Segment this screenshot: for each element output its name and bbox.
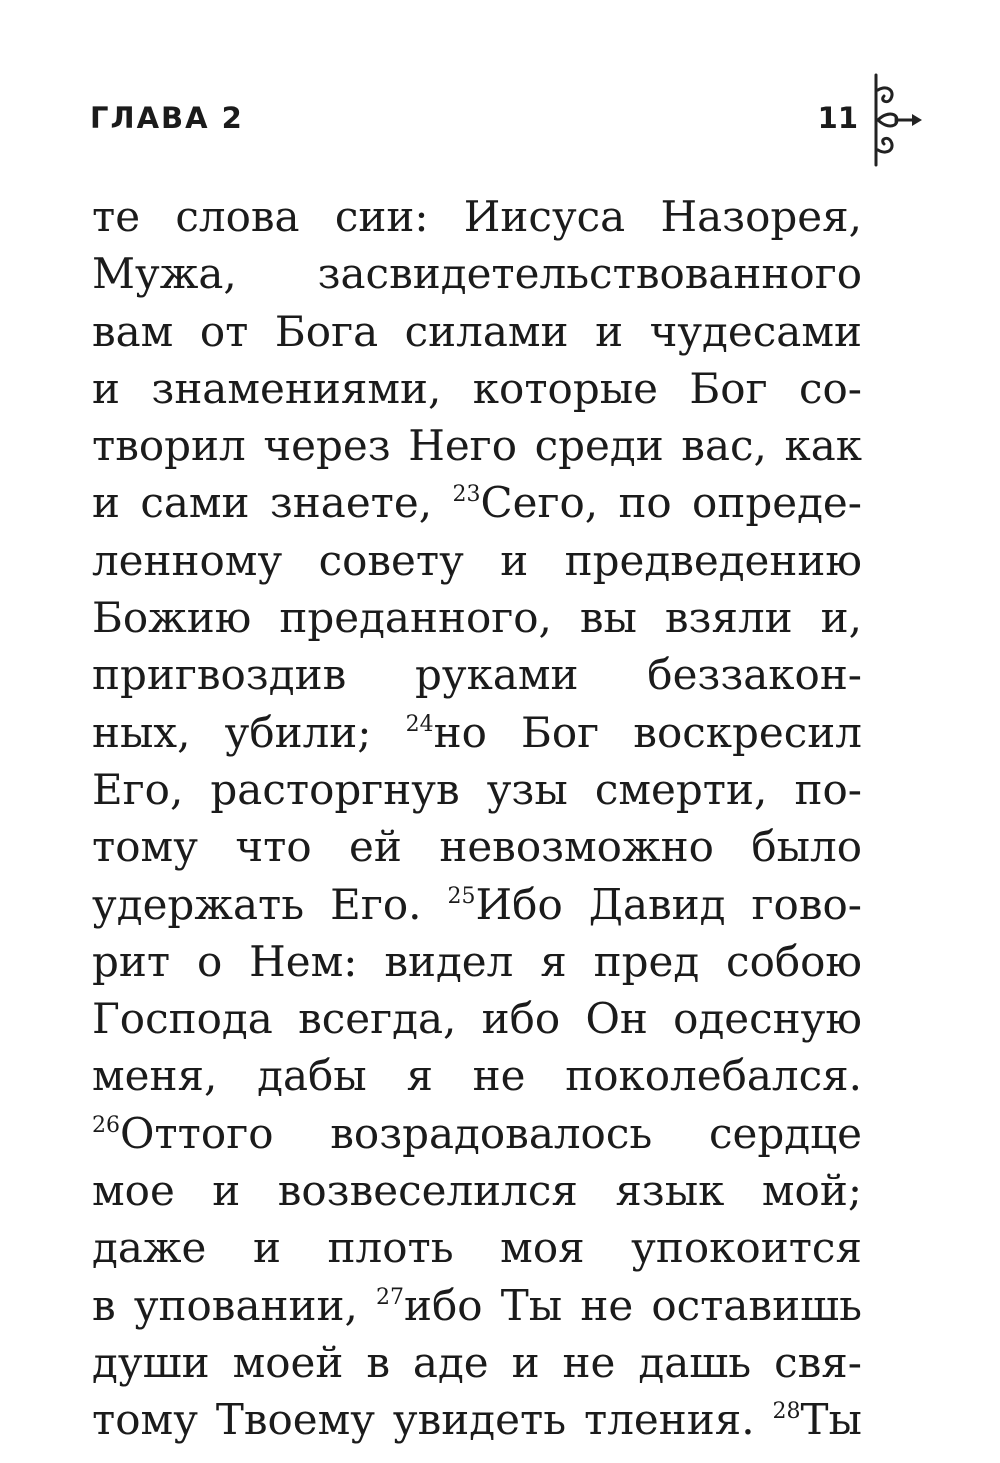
word-text: тому bbox=[92, 822, 198, 872]
word bbox=[673, 990, 862, 1047]
word bbox=[661, 188, 862, 245]
word-text: Господа bbox=[92, 994, 273, 1044]
word bbox=[651, 1277, 862, 1334]
word bbox=[366, 1334, 390, 1391]
word-text: засвидетельствованного bbox=[317, 249, 862, 299]
word-text: убили; bbox=[224, 707, 372, 757]
word-text: даже bbox=[92, 1223, 207, 1273]
text-line bbox=[92, 474, 862, 531]
word bbox=[751, 818, 862, 875]
word bbox=[563, 1334, 616, 1391]
text-line bbox=[92, 704, 862, 761]
word bbox=[535, 417, 664, 474]
word bbox=[92, 245, 237, 302]
text-line bbox=[92, 933, 862, 990]
word bbox=[263, 417, 390, 474]
word-text: Ты bbox=[500, 1280, 563, 1330]
word-text: те bbox=[92, 192, 141, 241]
word-text: руками bbox=[414, 650, 579, 700]
text-line bbox=[92, 1219, 862, 1276]
word bbox=[521, 704, 599, 761]
word-text: Он bbox=[585, 994, 648, 1044]
word bbox=[233, 1334, 344, 1391]
word bbox=[92, 876, 304, 933]
word bbox=[92, 933, 170, 990]
text-line bbox=[92, 1277, 862, 1334]
word bbox=[92, 818, 198, 875]
word-text: увидеть bbox=[392, 1395, 567, 1445]
text-line bbox=[92, 188, 862, 245]
word bbox=[92, 188, 140, 245]
word bbox=[692, 474, 862, 531]
word bbox=[319, 532, 464, 589]
word-text: пригвоздив bbox=[92, 650, 347, 700]
word bbox=[665, 589, 793, 646]
word-text: вас, bbox=[681, 421, 767, 471]
word bbox=[500, 1219, 584, 1276]
word bbox=[689, 360, 767, 417]
word-text: тления. bbox=[583, 1395, 755, 1445]
word bbox=[92, 303, 173, 360]
word-text: ибо bbox=[403, 1280, 483, 1330]
word bbox=[92, 1277, 116, 1334]
word-text: уповании, bbox=[133, 1280, 358, 1330]
word bbox=[92, 1391, 198, 1448]
word bbox=[175, 188, 299, 245]
word-text: опреде- bbox=[692, 478, 862, 528]
word-text: сами bbox=[140, 478, 250, 528]
word-text: со- bbox=[798, 363, 862, 413]
word-text: возвеселился bbox=[277, 1166, 578, 1216]
word bbox=[580, 589, 637, 646]
word bbox=[298, 990, 456, 1047]
word-text: силами bbox=[404, 306, 569, 356]
floral-ornament-icon bbox=[866, 70, 926, 170]
word-text: преданного, bbox=[279, 593, 552, 643]
word-text: невозможно bbox=[439, 822, 714, 872]
word-text: о bbox=[196, 936, 223, 986]
word-text: одесную bbox=[673, 994, 862, 1044]
word-text: было bbox=[751, 822, 862, 872]
word-text: узы bbox=[486, 764, 568, 814]
word bbox=[92, 1105, 273, 1162]
text-line bbox=[92, 589, 862, 646]
word bbox=[584, 1391, 755, 1448]
word-text: я bbox=[540, 936, 567, 986]
word bbox=[278, 1162, 578, 1219]
word-text: Него bbox=[408, 421, 517, 471]
word bbox=[638, 1334, 751, 1391]
word-text: слова bbox=[175, 192, 300, 241]
word-text: меня, bbox=[92, 1051, 218, 1101]
word bbox=[92, 589, 251, 646]
word-text: расторгнув bbox=[210, 764, 460, 814]
word bbox=[448, 876, 563, 933]
chapter-heading: ГЛАВА 2 bbox=[90, 101, 244, 135]
word-text: Твоему bbox=[215, 1395, 375, 1445]
word-text: не bbox=[580, 1280, 634, 1330]
word bbox=[210, 761, 459, 818]
word bbox=[349, 818, 402, 875]
word bbox=[92, 761, 183, 818]
word-text: Мужа, bbox=[92, 249, 237, 299]
word bbox=[681, 417, 767, 474]
word-text: Ты bbox=[800, 1395, 862, 1445]
word-text: упокоится bbox=[631, 1223, 862, 1273]
text-line bbox=[92, 1047, 862, 1104]
word-text: я bbox=[406, 1051, 433, 1101]
verse-number: 28 bbox=[772, 1399, 801, 1425]
word-text: беззакон- bbox=[647, 650, 862, 700]
word-text: по- bbox=[794, 764, 862, 814]
word-text: творил bbox=[92, 421, 246, 471]
word-text: и bbox=[212, 1166, 241, 1216]
word bbox=[134, 1277, 358, 1334]
word bbox=[709, 1105, 862, 1162]
word-text: ленному bbox=[92, 535, 283, 585]
word-text: мое bbox=[92, 1166, 175, 1216]
word bbox=[501, 1277, 562, 1334]
word-text: взяли bbox=[664, 593, 793, 643]
word-text: ибо bbox=[481, 994, 561, 1044]
word-text: гово- bbox=[751, 879, 862, 929]
word bbox=[384, 933, 513, 990]
word bbox=[452, 474, 598, 531]
word-text: что bbox=[235, 822, 312, 872]
word bbox=[151, 360, 441, 417]
word-text: Его, bbox=[92, 764, 184, 814]
word bbox=[595, 761, 768, 818]
word-text: по bbox=[618, 478, 672, 528]
page-number: 11 bbox=[817, 101, 858, 135]
word bbox=[773, 1391, 862, 1448]
word bbox=[580, 1277, 633, 1334]
word-text: и bbox=[92, 363, 120, 413]
word-text: моя bbox=[500, 1223, 585, 1273]
word-text: плоть bbox=[327, 1223, 454, 1273]
word-text: видел bbox=[384, 936, 514, 986]
word bbox=[330, 1105, 652, 1162]
word-text: сии: bbox=[334, 192, 429, 241]
word-text: Иисуса bbox=[463, 192, 626, 241]
word-text: пред bbox=[593, 936, 700, 986]
text-line bbox=[92, 1105, 862, 1162]
word bbox=[140, 474, 249, 531]
word bbox=[212, 1162, 240, 1219]
word-text: Бог bbox=[521, 707, 600, 757]
word bbox=[799, 360, 862, 417]
word bbox=[647, 646, 862, 703]
text-line bbox=[92, 532, 862, 589]
word bbox=[92, 990, 273, 1047]
word bbox=[92, 1162, 175, 1219]
word bbox=[330, 876, 421, 933]
word-text: как bbox=[784, 421, 862, 471]
word bbox=[650, 303, 862, 360]
word bbox=[253, 1219, 281, 1276]
word bbox=[197, 933, 222, 990]
word-text: воскресил bbox=[633, 707, 862, 757]
word bbox=[633, 704, 862, 761]
word-text: не bbox=[472, 1051, 526, 1101]
word-text: вам bbox=[92, 306, 174, 356]
text-line bbox=[92, 876, 862, 933]
word-text: свя- bbox=[774, 1337, 862, 1387]
text-line bbox=[92, 646, 862, 703]
word-text: в bbox=[92, 1280, 116, 1330]
word bbox=[540, 933, 567, 990]
word-text: и bbox=[595, 306, 624, 356]
word bbox=[794, 761, 861, 818]
word bbox=[565, 532, 862, 589]
text-line bbox=[92, 761, 862, 818]
word-text: в bbox=[366, 1337, 390, 1387]
word bbox=[235, 818, 311, 875]
scripture-text bbox=[92, 188, 862, 1449]
word-text: Назорея, bbox=[660, 192, 862, 241]
word-text: вы bbox=[579, 593, 637, 643]
word-text: не bbox=[562, 1337, 616, 1387]
word-text: ей bbox=[349, 822, 402, 872]
word bbox=[406, 1047, 433, 1104]
word bbox=[92, 704, 190, 761]
word bbox=[500, 532, 528, 589]
word bbox=[473, 1047, 526, 1104]
word bbox=[615, 1162, 724, 1219]
text-line bbox=[92, 1391, 862, 1448]
word bbox=[275, 303, 378, 360]
word bbox=[200, 303, 249, 360]
word bbox=[585, 990, 647, 1047]
word bbox=[92, 1219, 206, 1276]
word-text: и bbox=[252, 1223, 281, 1273]
word-text: дабы bbox=[257, 1051, 367, 1101]
text-line bbox=[92, 245, 862, 302]
word bbox=[439, 818, 714, 875]
word bbox=[279, 589, 552, 646]
word-text: возрадовалось bbox=[330, 1108, 653, 1158]
word bbox=[631, 1219, 862, 1276]
word-text: Ибо bbox=[475, 879, 563, 929]
text-line bbox=[92, 1162, 862, 1219]
word-text: и bbox=[500, 535, 529, 585]
word-text: среди bbox=[534, 421, 664, 471]
word-text: Божию bbox=[92, 593, 252, 643]
verse-number: 24 bbox=[405, 711, 434, 737]
word bbox=[406, 704, 487, 761]
word bbox=[92, 474, 120, 531]
word-text: Давид bbox=[588, 879, 726, 929]
word bbox=[413, 1334, 489, 1391]
word bbox=[92, 417, 246, 474]
word bbox=[225, 704, 372, 761]
word-text: которые bbox=[472, 363, 659, 413]
word-text: Сего, bbox=[480, 478, 599, 528]
word-text: знаете, bbox=[269, 478, 433, 528]
word bbox=[335, 188, 429, 245]
verse-number: 23 bbox=[452, 482, 481, 508]
word bbox=[482, 990, 561, 1047]
word bbox=[92, 646, 346, 703]
word bbox=[594, 933, 700, 990]
word-text: язык bbox=[615, 1166, 725, 1216]
word-text: Его. bbox=[330, 879, 422, 929]
word-text: тому bbox=[92, 1395, 198, 1445]
word-text: совету bbox=[318, 535, 464, 585]
word bbox=[595, 303, 623, 360]
word-text: оставишь bbox=[651, 1280, 862, 1330]
word-text: и bbox=[92, 478, 120, 528]
word-text: но bbox=[433, 707, 487, 757]
word-text: от bbox=[199, 306, 249, 356]
word-text: поколебался. bbox=[565, 1051, 862, 1101]
word bbox=[752, 876, 862, 933]
word bbox=[487, 761, 568, 818]
word-text: предведению bbox=[564, 535, 862, 585]
word bbox=[318, 245, 862, 302]
text-line bbox=[92, 818, 862, 875]
text-line bbox=[92, 1334, 862, 1391]
word bbox=[270, 474, 432, 531]
word-text: удержать bbox=[92, 879, 305, 929]
word bbox=[376, 1277, 483, 1334]
word bbox=[565, 1047, 862, 1104]
word bbox=[393, 1391, 566, 1448]
word bbox=[762, 1162, 862, 1219]
page-header bbox=[90, 98, 858, 158]
word bbox=[589, 876, 726, 933]
word-text: смерти, bbox=[594, 764, 768, 814]
word-text: дашь bbox=[638, 1337, 752, 1387]
word bbox=[257, 1047, 367, 1104]
word-text: Нем: bbox=[249, 936, 358, 986]
word bbox=[216, 1391, 375, 1448]
text-line bbox=[92, 990, 862, 1047]
word-text: ных, bbox=[92, 707, 191, 757]
word-text: всегда, bbox=[298, 994, 457, 1044]
word-text: через bbox=[263, 421, 391, 471]
word-text: и bbox=[511, 1337, 540, 1387]
word-text: собою bbox=[726, 936, 862, 986]
word bbox=[784, 417, 862, 474]
word bbox=[726, 933, 862, 990]
word bbox=[512, 1334, 540, 1391]
verse-number: 26 bbox=[92, 1112, 120, 1138]
word-text: моей bbox=[232, 1337, 344, 1387]
text-line bbox=[92, 303, 862, 360]
word-text: Бог bbox=[689, 363, 768, 413]
word-text: чудесами bbox=[649, 306, 862, 356]
text-line bbox=[92, 360, 862, 417]
word bbox=[92, 360, 120, 417]
word bbox=[473, 360, 658, 417]
word bbox=[618, 474, 671, 531]
word-text: мой; bbox=[761, 1166, 862, 1216]
word bbox=[92, 1334, 210, 1391]
word-text: Оттого bbox=[120, 1108, 274, 1158]
word-text: сердце bbox=[709, 1108, 862, 1158]
word bbox=[405, 303, 569, 360]
word bbox=[249, 933, 357, 990]
word-text: знамениями, bbox=[151, 363, 442, 413]
verse-number: 27 bbox=[375, 1284, 404, 1310]
word bbox=[415, 646, 579, 703]
word-text: аде bbox=[412, 1337, 489, 1387]
word-text: Бога bbox=[274, 306, 379, 356]
word bbox=[821, 589, 862, 646]
word-text: рит bbox=[92, 936, 171, 986]
word-text: и, bbox=[820, 593, 862, 643]
word bbox=[464, 188, 625, 245]
verse-number: 25 bbox=[447, 883, 476, 909]
word bbox=[92, 532, 282, 589]
word-text: души bbox=[92, 1337, 210, 1387]
